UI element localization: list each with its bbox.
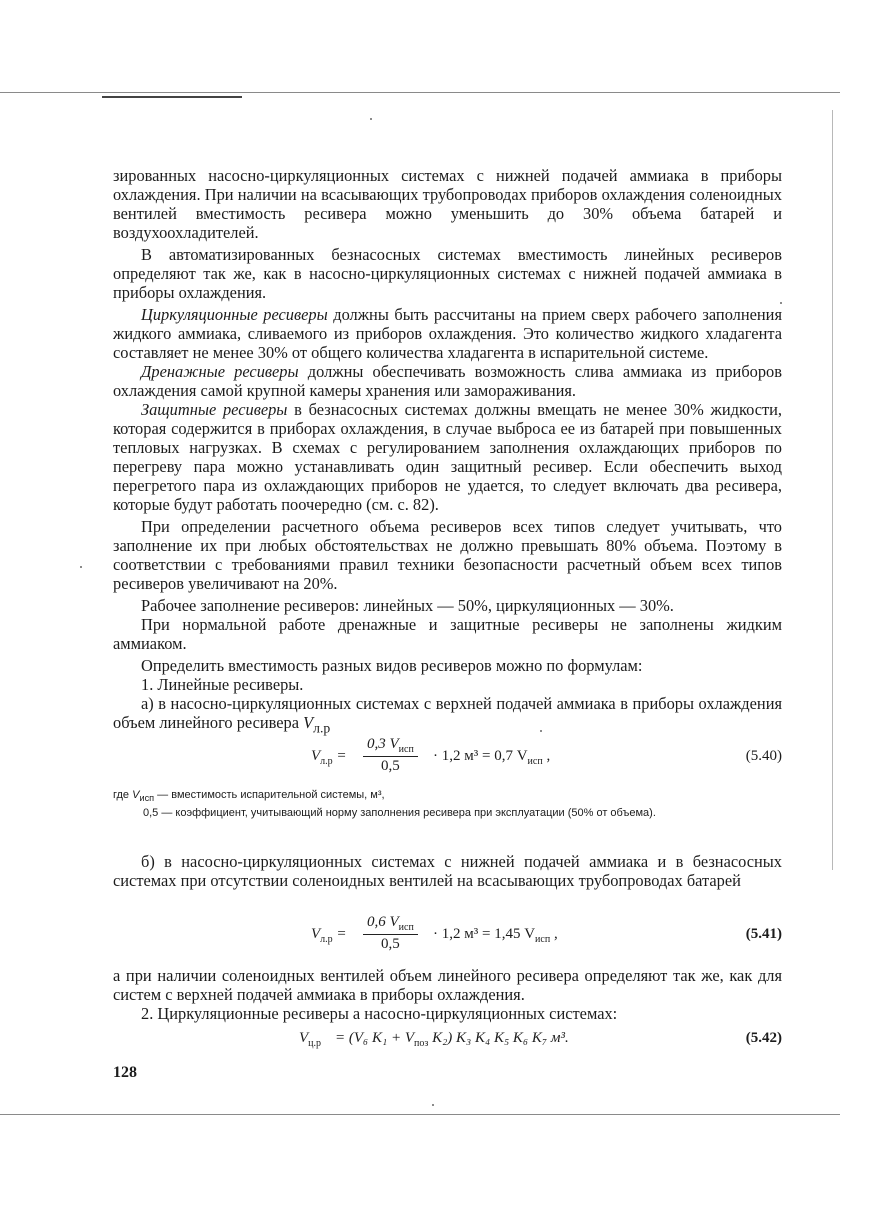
symbol-v: V (303, 713, 314, 732)
paragraph-3-text: должны быть рассчитаны на прием сверх рабочего заполнения жидкого аммиака, сливаемого из приборов охлаждения. Это количество жидкого хладагента составляет не менее 30% от общего количества хладагента в испарительной системе. (113, 305, 782, 362)
paragraph-circulation-receivers (113, 305, 782, 362)
body-text-lower (113, 966, 782, 1023)
formula-5-41 (113, 914, 782, 958)
body-text-upper (113, 166, 782, 737)
paragraph-1: зированных насосно-циркуляционных системах с нижней подачей аммиака в приборы охлаждения. При наличии на всасывающих трубопроводах приборов охлаждения соленоидных вентилей вместимость ресивера можно уменьшить до 30% объема батарей и воздухоохладителей. (113, 166, 782, 242)
paragraph-2: В автоматизированных безнасосных системах вместимость линейных ресиверов определяют так же, как в насосно-циркуляционных системах с нижней подачей аммиака в приборы охлаждения. (113, 245, 782, 302)
paragraph-9: Определить вместимость разных видов ресиверов можно по формулам: (141, 656, 643, 675)
paragraph-protective-receivers (113, 400, 782, 514)
formula-fraction (363, 914, 418, 953)
fraction-denominator: 0,5 (381, 936, 400, 952)
scan-top-rule-mark (102, 96, 242, 98)
equation-number: (5.42) (745, 1030, 782, 1046)
paragraph-13: а при наличии соленоидных вентилей объем линейного ресивера определяют так же, как для систем с верхней подачей аммиака в приборы охлаждения. (113, 966, 782, 1004)
symbol-sub: л.р (313, 720, 331, 736)
legend-item-text: — вместимость испарительной системы, м³, (154, 789, 385, 801)
scan-top-rule (0, 92, 840, 93)
legend-item-v-isp: где $V_{исп}$ — вместимость испарительной системы, м³, (113, 789, 385, 804)
paragraph-11 (113, 694, 782, 737)
legend-item-text: — коэффициент, учитывающий норму заполнения ресивера при эксплуатации (50% от объема). (158, 807, 656, 820)
formula-lhs: $V_{л.р}$ = (311, 748, 347, 767)
legend-label: где (113, 789, 130, 801)
formula-rhs: · 1,2 м³ = 0,7 $V_{исп}$ , (433, 748, 551, 767)
fraction-numerator: 0,6 $V_{исп}$ (363, 914, 418, 935)
formula-rhs: · 1,2 м³ = 1,45 $V_{исп}$ , (433, 926, 558, 945)
paragraph-6: При определении расчетного объема ресиверов всех типов следует учитывать, что заполнение их при любых обстоятельствах не должно превышать 80% объема. Поэтому в соответствии с требованиями правил техники безопасности расчетный объем всех типов ресиверов увеличивают на 20%. (113, 517, 782, 593)
formula-legend (113, 788, 782, 821)
legend-item-coefficient (113, 806, 782, 821)
scan-speck (80, 566, 82, 568)
formula-fraction (363, 736, 418, 775)
formula-lhs: $V_{ц.р}$ (299, 1030, 322, 1049)
equation-number: (5.40) (745, 748, 782, 764)
scan-speck (370, 118, 372, 120)
formula-rhs: = (V₆ $K_1 + V_{поз}$ K₂) K₃ K₄ K₅ K₆ K₇ м³. (335, 1030, 569, 1049)
formula-5-42 (113, 1028, 782, 1052)
paragraph-4-text: должны обеспечивать возможность слива аммиака из приборов охлаждения самой крупной камеры хранения или замораживания. (113, 362, 782, 400)
scan-speck (432, 1104, 434, 1106)
paragraph-14: 2. Циркуляционные ресиверы а насосно-циркуляционных системах: (141, 1004, 618, 1023)
equation-number: (5.41) (745, 926, 782, 942)
paragraph-8: При нормальной работе дренажные и защитные ресиверы не заполнены жидким аммиаком. (113, 615, 782, 653)
formula-lhs: $V_{л.р}$ = (311, 926, 347, 945)
fraction-numerator: 0,3 $V_{исп}$ (363, 736, 418, 757)
paragraph-10: 1. Линейные ресиверы. (141, 675, 304, 694)
paragraph-drainage-receivers (113, 362, 782, 400)
paragraph-12: б) в насосно-циркуляционных системах с нижней подачей аммиака и в безнасосных системах при отсутствии соленоидных вентилей на всасывающих трубопроводах батарей (113, 852, 782, 890)
term-circulation-receivers: Циркуляционные ресиверы (141, 305, 328, 324)
fraction-denominator: 0,5 (381, 758, 400, 774)
page-number: 128 (113, 1064, 137, 1081)
paragraph-7: Рабочее заполнение ресиверов: линейных — 50%, циркуляционных — 30%. (141, 596, 674, 615)
body-text-b (113, 852, 782, 890)
term-protective-receivers: Защитные ресиверы (141, 400, 288, 419)
paragraph-5-text: в безнасосных системах должны вмещать не менее 30% жидкости, которая содержится в приборах охлаждения, в случае выброса ее из батарей при повышенных тепловых нагрузках. В схемах с регулированием заполнения охлаждающих приборов по перегреву пара можно устанавливать один защитный ресивер. Если обеспечить выход перегретого пара из охлаждающих приборов не удается, то следует включать два ресивера, которые будут работать поочередно (см. с. 82). (113, 400, 783, 514)
legend-symbol: 0,5 (143, 807, 159, 820)
scan-right-edge (832, 110, 833, 870)
formula-5-40 (113, 736, 782, 780)
term-drainage-receivers: Дренажные ресиверы (141, 362, 299, 381)
scan-bottom-rule (0, 1114, 840, 1115)
paragraph-11-text: а) в насосно-циркуляционных системах с верхней подачей аммиака в приборы охлаждения объем линейного ресивера (113, 694, 782, 732)
